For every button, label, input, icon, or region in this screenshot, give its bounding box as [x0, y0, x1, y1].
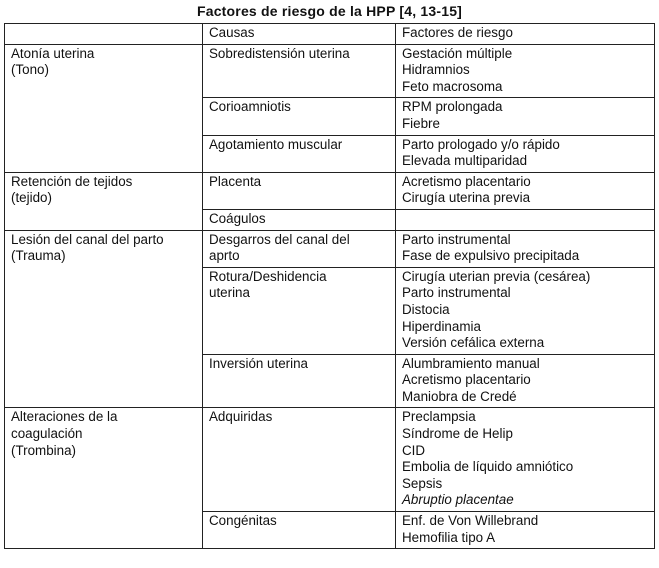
cause-cell	[203, 230, 396, 267]
factors-cell	[396, 44, 655, 98]
cause-line: Rotura/Deshidencia	[209, 268, 327, 284]
factors-cell	[396, 135, 655, 172]
cause-cell	[203, 135, 396, 172]
group-name-line: Lesión del canal del parto	[11, 231, 164, 247]
cause-line: Adquiridas	[209, 409, 273, 425]
cause-line: Inversión uterina	[209, 355, 308, 371]
risk-factor: Acretismo placentario	[402, 372, 531, 388]
risk-factor: Parto instrumental	[402, 231, 511, 247]
cause-cell	[203, 44, 396, 98]
table-row	[5, 230, 655, 267]
group-cell	[5, 408, 203, 549]
factors-cell	[396, 408, 655, 512]
cause-cell	[203, 98, 396, 135]
risk-factor: RPM prolongada	[402, 99, 503, 115]
risk-factor: Abruptio placentae	[402, 492, 514, 508]
risk-factor: CID	[402, 442, 426, 458]
risk-factor: Síndrome de Helip	[402, 426, 513, 442]
factors-cell	[396, 98, 655, 135]
risk-factors-table	[4, 23, 655, 549]
header-cell-causas: Causas	[203, 24, 396, 45]
cause-line: Agotamiento muscular	[209, 136, 343, 152]
risk-factor: Fase de expulsivo precipitada	[402, 248, 580, 264]
factors-cell	[396, 230, 655, 267]
factors-cell	[396, 267, 655, 354]
risk-factor: Enf. de Von Willebrand	[402, 513, 539, 529]
group-name-line: Retención de tejidos	[11, 173, 133, 189]
header-row	[5, 24, 655, 45]
cause-cell	[203, 512, 396, 549]
factors-cell	[396, 209, 655, 230]
cause-line: aprto	[209, 248, 240, 264]
risk-factor: Hiperdinamia	[402, 318, 481, 334]
cause-line: Desgarros del canal del	[209, 231, 350, 247]
cause-cell	[203, 209, 396, 230]
header-cell-empty	[5, 24, 203, 45]
risk-factor: Embolia de líquido amniótico	[402, 459, 574, 475]
risk-factor: Maniobra de Credé	[402, 388, 517, 404]
factors-cell	[396, 172, 655, 209]
risk-factor: Sepsis	[402, 475, 443, 491]
group-name-line: (Trauma)	[11, 248, 66, 264]
table-title: Factores de riesgo de la HPP [4, 13-15]	[196, 3, 463, 19]
table-row	[5, 44, 655, 98]
group-cell	[5, 230, 203, 408]
risk-factor: Distocia	[402, 301, 450, 317]
cause-line: Placenta	[209, 173, 262, 189]
cause-line: uterina	[209, 285, 250, 301]
risk-factor: Gestación múltiple	[402, 45, 513, 61]
risk-factor: Hemofilia tipo A	[402, 529, 496, 545]
cause-cell	[203, 172, 396, 209]
cause-cell	[203, 354, 396, 408]
group-name-line: (Trombina)	[11, 442, 76, 458]
group-cell	[5, 44, 203, 172]
risk-factor: Parto instrumental	[402, 285, 511, 301]
risk-factor: Cirugía uterian previa (cesárea)	[402, 268, 591, 284]
risk-factor: Preclampsia	[402, 409, 476, 425]
factors-cell	[396, 354, 655, 408]
cause-cell	[203, 408, 396, 512]
risk-factor: Elevada multiparidad	[402, 153, 528, 169]
header-cell-factores: Factores de riesgo	[396, 24, 655, 45]
group-name-line: Alteraciones de la	[11, 409, 118, 425]
group-cell	[5, 172, 203, 230]
risk-factor: Acretismo placentario	[402, 173, 531, 189]
group-name-line: (tejido)	[11, 190, 52, 206]
factors-cell	[396, 512, 655, 549]
group-name-line: (Tono)	[11, 62, 49, 78]
table-row	[5, 408, 655, 512]
risk-factor: Fiebre	[402, 115, 440, 131]
risk-factor: Versión cefálica externa	[402, 335, 545, 351]
risk-factor: Alumbramiento manual	[402, 355, 540, 371]
cause-line: Congénitas	[209, 513, 277, 529]
cause-cell	[203, 267, 396, 354]
group-name-line: coagulación	[11, 426, 83, 442]
table-row	[5, 172, 655, 209]
cause-line: Coágulos	[209, 210, 266, 226]
risk-factor: Feto macrosoma	[402, 78, 503, 94]
risk-factor: Hidramnios	[402, 62, 470, 78]
risk-factor: Parto prologado y/o rápido	[402, 136, 560, 152]
group-name-line: Atonía uterina	[11, 45, 95, 61]
risk-factor: Cirugía uterina previa	[402, 190, 531, 206]
cause-line: Corioamniotis	[209, 99, 291, 115]
cause-line: Sobredistensión uterina	[209, 45, 350, 61]
